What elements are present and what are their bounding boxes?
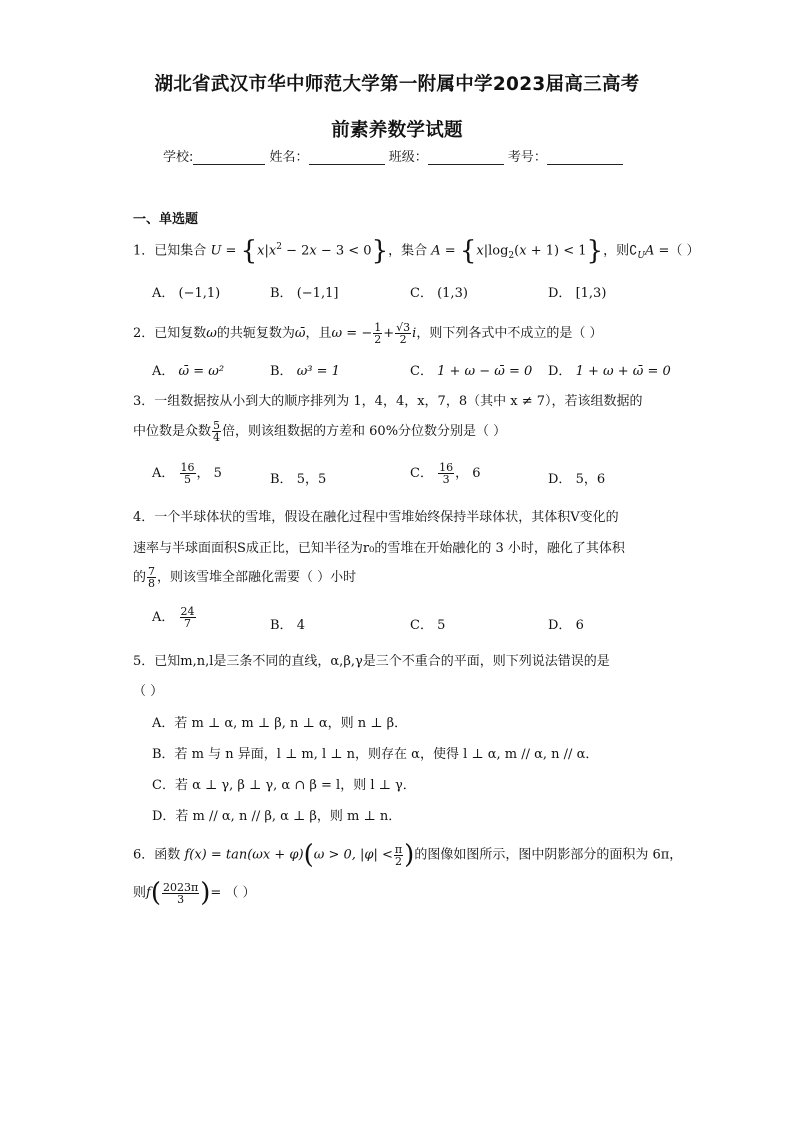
q1-text-b: ，集合 [388, 243, 428, 259]
question-6-line2: 则f( $\frac{2023\pi}{3}$ )= （ ） [133, 878, 256, 908]
q2-option-a[interactable]: A． ω̄ = ω² [152, 364, 225, 379]
question-4-line3: 的 $\frac{7}{8}$ ，则该雪堆全部融化需要（ ）小时 [133, 565, 357, 590]
q1-number: 1． [133, 243, 155, 259]
q2-text-d: ，则下列各式中不成立的是（ ） [416, 326, 603, 341]
question-5-line2: （ ） [133, 684, 164, 699]
exam-title-line1: 湖北省武汉市华中师范大学第一附属中学2023届高三高考 [154, 74, 640, 95]
q1-text-a: 已知集合 [154, 243, 207, 259]
name-blank[interactable] [309, 150, 385, 165]
q4-option-a[interactable]: A． $\frac{24}{7}$ [152, 605, 195, 630]
q4-option-b[interactable]: B． 4 [270, 618, 305, 633]
q2-text-c: ，且 [305, 326, 332, 341]
question-6-line1: 6．函数 f(x) = tan(ωx + φ)(ω > 0, |φ| < $\frac{\pi}{2}$ )的图像如图所示，图中阴影部分的面积为 6π， [133, 840, 683, 870]
q1-option-b[interactable]: B． (−1,1] [270, 286, 339, 301]
q2-option-d[interactable]: D． 1 + ω + ω̄ = 0 [548, 364, 671, 379]
q3-option-c[interactable]: C． $\frac{16}{3}$ ， 6 [410, 461, 481, 486]
q1-option-c[interactable]: C． (1,3) [410, 286, 468, 301]
class-blank[interactable] [428, 150, 504, 165]
q2-text-a: 已知复数 [154, 326, 207, 341]
question-4-line2: 速率与半球面面积S成正比，已知半径为r₀的雪堆在开始融化的 3 小时，融化了其体积 [133, 541, 625, 556]
q3-option-b[interactable]: B． 5，5 [270, 472, 327, 487]
question-2: 2．已知复数ω的共轭复数为ω̄，且ω = − $\frac{1}{2}$ + $\frac{√3}{2}$ i，则下列各式中不成立的是（ ） [133, 321, 603, 346]
question-4-line1: 4．一个半球体状的雪堆，假设在融化过程中雪堆始终保持半球体状，其体积V变化的 [133, 510, 619, 525]
student-info-row [163, 146, 623, 165]
q4-option-c[interactable]: C． 5 [410, 618, 446, 633]
q5-option-c[interactable]: C．若 α ⊥ γ, β ⊥ γ, α ∩ β = l，则 l ⊥ γ． [152, 778, 416, 793]
number-label: 考号： [507, 150, 547, 165]
section-heading: 一、单选题 [133, 212, 199, 227]
q3-option-a[interactable]: A． $\frac{16}{5}$ ， 5 [152, 461, 222, 486]
question-3-line2: 中位数是众数 $\frac{5}{4}$ 倍，则该组数据的方差和 60%分位数分别是（ ） [133, 419, 507, 444]
name-label: 姓名： [269, 150, 309, 165]
q1-option-a[interactable]: A． (−1,1) [152, 286, 221, 301]
q2-option-c[interactable]: C． 1 + ω − ω̄ = 0 [410, 364, 533, 379]
q1-text-c: ，则 [603, 243, 630, 259]
exam-title-line2: 前素养数学试题 [331, 120, 463, 141]
question-5-line1: 5．已知m,n,l是三条不同的直线，α,β,γ是三个不重合的平面，则下列说法错误的是 [133, 654, 610, 669]
q5-option-d[interactable]: D．若 m // α, n // β, α ⊥ β，则 m ⊥ n． [152, 809, 402, 824]
question-1: 1．已知集合 $U = \{x|x^2 - 2x - 3 < 0\}$，集合 $A = \{x|\log_2(x + 1) < 1\}$，则$∁_UA$ =（ ） [133, 236, 700, 266]
q2-option-b[interactable]: B． ω³ = 1 [270, 364, 340, 379]
q5-option-b[interactable]: B．若 m 与 n 异面，l ⊥ m, l ⊥ n，则存在 α，使得 l ⊥ α, m // α, n // α． [152, 747, 599, 762]
q2-number: 2． [133, 326, 155, 341]
q4-option-d[interactable]: D． 6 [548, 618, 584, 633]
number-blank[interactable] [547, 150, 623, 165]
question-3-line1: 3．一组数据按从小到大的顺序排列为 1，4，4，x，7，8（其中 x ≠ 7），若该组数据的 [133, 394, 643, 409]
school-blank[interactable] [193, 150, 265, 165]
q1-option-d[interactable]: D． [1,3) [548, 286, 607, 301]
class-label: 班级： [388, 150, 428, 165]
q3-line1: 一组数据按从小到大的顺序排列为 1，4，4，x，7，8（其中 x ≠ 7），若该组数据的 [154, 394, 643, 409]
q5-option-a[interactable]: A．若 m ⊥ α, m ⊥ β, n ⊥ α，则 n ⊥ β． [152, 716, 408, 731]
school-label: 学校: [163, 150, 194, 165]
q3-option-d[interactable]: D． 5，6 [548, 472, 606, 487]
q2-text-b: 的共轭复数为 [216, 326, 295, 341]
q1-text-d: （ ） [669, 243, 700, 259]
